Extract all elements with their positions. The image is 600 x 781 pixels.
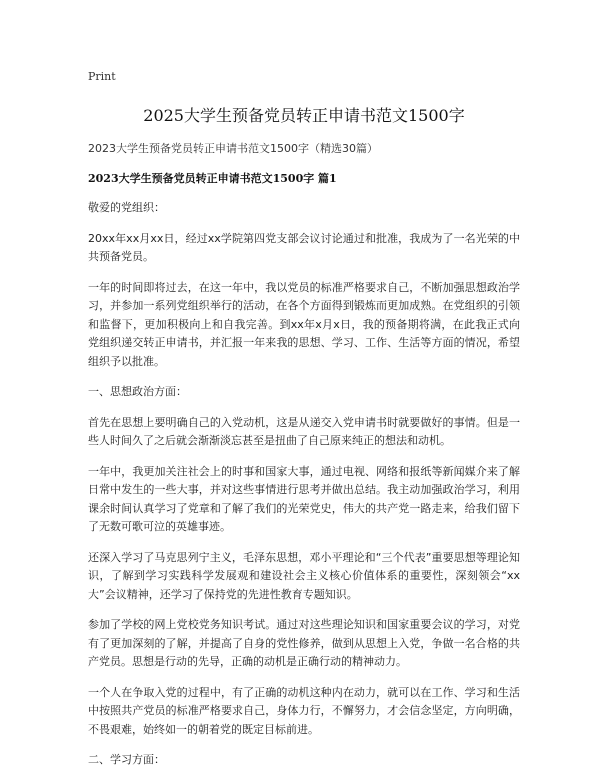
paragraph: 首先在思想上要明确自己的入党动机，这是从递交入党申请书时就要做好的事情。但是一些人时间久了之后就会渐渐淡忘甚至是扭曲了自己原来纯正的想法和动机。: [88, 415, 520, 447]
paragraph: 一年中，我更加关注社会上的时事和国家大事，通过电视、网络和报纸等新闻媒介来了解日常中发生的一些大事，并对这些事情进行思考并做出总结。我主动加强政治学习，利用课余时间认真学习了党章和了解了我们的光荣党史，伟大的共产党一路走来，给我们留下了无数可歌可泣的英雄事迹。: [88, 464, 520, 533]
document-page: [88, 70, 520, 781]
paragraph: 一个人在争取入党的过程中，有了正确的动机这种内在动力，就可以在工作、学习和生活中按照共产党员的标准严格要求自己，身体力行，不懈努力，才会信念坚定，方向明确，不畏艰难，始终如一的朝着党的既定目标前进。: [88, 685, 520, 736]
document-title: 2025大学生预备党员转正申请书范文1500字: [143, 106, 465, 125]
salutation: 敬爱的党组织：: [88, 201, 165, 214]
paragraph: 一年的时间即将过去，在这一年中，我以党员的标准严格要求自己，不断加强思想政治学习，并参加一系列党组织举行的活动，在各个方面得到锻炼而更加成熟。在党组织的引领和监督下，更加积极向上和自我完善。到xx年x月x日，我的预备期将满，在此我正式向党组织递交转正申请书，并汇报一年来我的思想、学习、工作、生活等方面的情况，希望组织予以批准。: [88, 280, 520, 368]
subsection-heading: 一、思想政治方面：: [88, 385, 187, 398]
subsection-heading: 二、学习方面：: [88, 753, 165, 766]
section-heading: 2023大学生预备党员转正申请书范文1500字 篇1: [88, 172, 337, 185]
paragraph: 20xx年xx月xx日，经过xx学院第四党支部会议讨论通过和批准，我成为了一名光荣的中共预备党员。: [88, 231, 520, 263]
paragraph: 参加了学校的网上党校党务知识考试。通过对这些理论知识和国家重要会议的学习，对党有了更加深刻的了解，并提高了自身的党性修养，做到从思想上入党，争做一名合格的共产党员。思想是行动的先导，正确的动机是正确行动的精神动力。: [88, 618, 520, 668]
paragraph: 还深入学习了马克思列宁主义，毛泽东思想，邓小平理论和“三个代表”重要思想等理论知识，了解到学习实践科学发展观和建设社会主义核心价值体系的重要性，深刻领会“xx大”会议精神，还学习了保持党的先进性教育专题知识。: [88, 550, 520, 601]
document-subtitle: 2023大学生预备党员转正申请书范文1500字（精选30篇）: [88, 142, 378, 155]
print-label: Print: [88, 70, 116, 83]
